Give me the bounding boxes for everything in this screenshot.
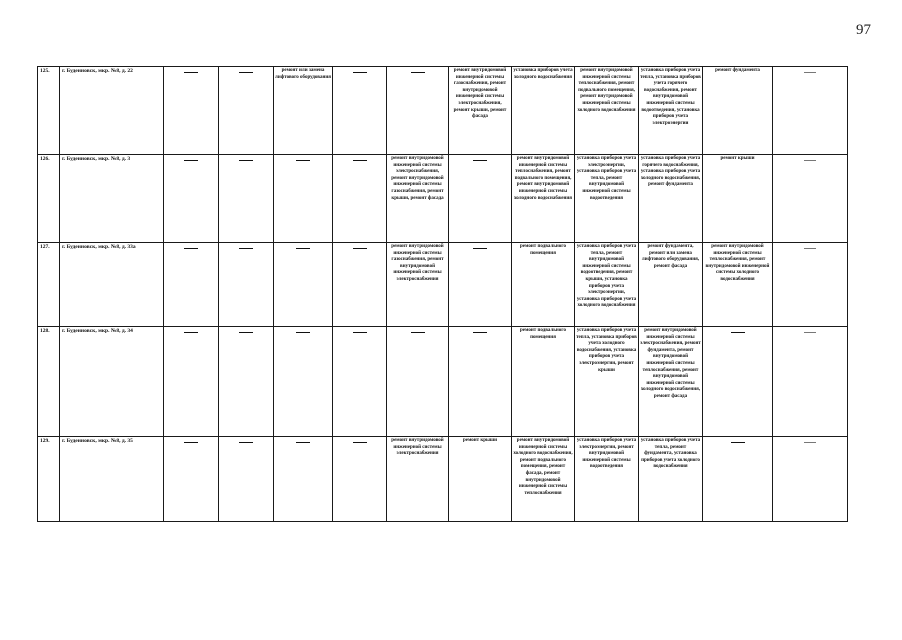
dash-mark	[804, 248, 816, 249]
dash-mark	[239, 442, 253, 443]
dash-mark	[473, 332, 487, 333]
row-number: 129.	[38, 437, 60, 522]
dash-mark	[804, 160, 816, 161]
work-cell: установка приборов учета тепла, установка приборов учета холодного водоснабжения, установка приборов учета электроэнергии, ремонт крыши	[575, 327, 639, 437]
work-cell: установка приборов учета тепла, установка приборов учета горячего водоснабжения, ремонт внутридомовой инженерной системы водоотведения, установка приборов учета электроэнергии	[639, 67, 703, 155]
row-number: 128.	[38, 327, 60, 437]
work-cell: ремонт внутридомовой инженерной системы теплоснабжения, ремонт подвального помещения, ремонт внутридомовой инженерной системы холодного водоснабжения	[512, 155, 575, 243]
dash-mark	[184, 332, 198, 333]
dash-mark	[731, 332, 745, 333]
address-cell: г. Буденновск, мкр. №8, д. 33а	[60, 243, 164, 327]
dash-mark	[804, 442, 816, 443]
work-cell: ремонт внутридомовой инженерной системы электроснабжения, ремонт фундамента, ремонт внутридомовой инженерной системы теплоснабжения, ремонт внутридомовой инженерной системы холодного водоснабжения, ремонт фасада	[639, 327, 703, 437]
dash-mark	[239, 332, 253, 333]
empty-cell	[773, 155, 848, 243]
empty-cell	[219, 155, 274, 243]
work-cell: ремонт внутридомовой инженерной системы теплоснабжения, ремонт внутридомовой инженерной системы холодного водоснабжения	[703, 243, 773, 327]
dash-mark	[353, 332, 367, 333]
address-cell: г. Буденновск, мкр. №8, д. 35	[60, 437, 164, 522]
work-cell: ремонт внутридомовой инженерной системы газоснабжения, ремонт внутридомовой инженерной системы электроснабжения	[387, 243, 449, 327]
dash-mark	[296, 248, 310, 249]
empty-cell	[164, 327, 219, 437]
dash-mark	[353, 72, 367, 73]
address-cell: г. Буденновск, мкр. №8, д. 3	[60, 155, 164, 243]
work-cell: ремонт крыши	[449, 437, 512, 522]
empty-cell	[164, 67, 219, 155]
dash-mark	[473, 248, 487, 249]
work-cell: ремонт фундамента, ремонт или замена лифтового оборудования, ремонт фасада	[639, 243, 703, 327]
dash-mark	[353, 160, 367, 161]
work-cell: ремонт фундамента	[703, 67, 773, 155]
row-number: 125.	[38, 67, 60, 155]
empty-cell	[773, 437, 848, 522]
empty-cell	[164, 243, 219, 327]
empty-cell	[449, 155, 512, 243]
work-cell: ремонт подвального помещения	[512, 243, 575, 327]
work-cell: установка приборов учета тепла, ремонт фундамента, установка приборов учета холодного водоснабжения	[639, 437, 703, 522]
empty-cell	[449, 327, 512, 437]
work-cell: ремонт внутридомовой инженерной системы газоснабжения, ремонт внутридомовой инженерной системы электроснабжения, ремонт крыши, ремонт фасада	[449, 67, 512, 155]
dash-mark	[473, 160, 487, 161]
empty-cell	[164, 155, 219, 243]
dash-mark	[296, 332, 310, 333]
dash-mark	[353, 442, 367, 443]
table-row	[38, 327, 902, 437]
dash-mark	[239, 160, 253, 161]
dash-mark	[296, 160, 310, 161]
dash-mark	[184, 248, 198, 249]
empty-cell	[219, 67, 274, 155]
work-cell: ремонт внутридомовой инженерной системы электроснабжения	[387, 437, 449, 522]
table-row	[38, 437, 902, 522]
work-cell: ремонт или замена лифтового оборудования	[274, 67, 333, 155]
empty-cell	[274, 155, 333, 243]
dash-mark	[184, 72, 198, 73]
work-cell: ремонт внутридомовой инженерной системы электроснабжения, ремонт внутридомовой инженерной системы газоснабжения, ремонт крыши, ремонт фасада	[387, 155, 449, 243]
dash-mark	[411, 332, 425, 333]
empty-cell	[164, 437, 219, 522]
dash-mark	[804, 332, 816, 333]
work-cell: ремонт крыши	[703, 155, 773, 243]
dash-mark	[184, 442, 198, 443]
empty-cell	[773, 67, 848, 155]
empty-cell	[274, 243, 333, 327]
work-cell: установка приборов учета горячего водоснабжения, установка приборов учета холодного водоснабжения, ремонт фундамента	[639, 155, 703, 243]
work-cell: ремонт подвального помещения	[512, 327, 575, 437]
empty-cell	[333, 155, 387, 243]
dash-mark	[296, 442, 310, 443]
empty-cell	[219, 327, 274, 437]
empty-cell	[274, 437, 333, 522]
address-cell: г. Буденновск, мкр. №8, д. 22	[60, 67, 164, 155]
row-number: 127.	[38, 243, 60, 327]
dash-mark	[353, 248, 367, 249]
empty-cell	[333, 437, 387, 522]
dash-mark	[184, 160, 198, 161]
empty-cell	[333, 327, 387, 437]
page-number: 97	[856, 22, 871, 38]
empty-cell	[333, 67, 387, 155]
empty-cell	[387, 67, 449, 155]
empty-cell	[703, 327, 773, 437]
work-cell: установка приборов учета электроэнергии, ремонт внутридомовой инженерной системы водоотведения	[575, 437, 639, 522]
empty-cell	[219, 243, 274, 327]
address-cell: г. Буденновск, мкр. №8, д. 34	[60, 327, 164, 437]
empty-cell	[773, 243, 848, 327]
empty-cell	[274, 327, 333, 437]
table-row	[38, 155, 902, 243]
dash-mark	[731, 442, 745, 443]
empty-cell	[703, 437, 773, 522]
empty-cell	[449, 243, 512, 327]
work-cell: установка приборов учета тепла, ремонт внутридомовой инженерной системы водоотведения, ремонт крыши, установка приборов учета электроэнергии, установка приборов учета холодного водоснабжения	[575, 243, 639, 327]
table-row	[38, 67, 902, 155]
empty-cell	[773, 327, 848, 437]
repair-schedule-table	[37, 66, 902, 522]
dash-mark	[239, 72, 253, 73]
empty-cell	[333, 243, 387, 327]
dash-mark	[804, 72, 816, 73]
empty-cell	[387, 327, 449, 437]
empty-cell	[219, 437, 274, 522]
work-cell: ремонт внутридомовой инженерной системы теплоснабжения, ремонт подвального помещения, ремонт внутридомовой инженерной системы холодного водоснабжения	[575, 67, 639, 155]
dash-mark	[239, 248, 253, 249]
work-cell: ремонт внутридомовой инженерной системы холодного водоснабжения, ремонт подвального помещения, ремонт фасада, ремонт внутридомовой инженерной системы теплоснабжения	[512, 437, 575, 522]
work-cell: установка приборов учета электроэнергии, установка приборов учета тепла, ремонт внутридомовой инженерной системы водоотведения	[575, 155, 639, 243]
table-row	[38, 243, 902, 327]
work-cell: установка приборов учета холодного водоснабжения	[512, 67, 575, 155]
dash-mark	[411, 72, 425, 73]
row-number: 126.	[38, 155, 60, 243]
